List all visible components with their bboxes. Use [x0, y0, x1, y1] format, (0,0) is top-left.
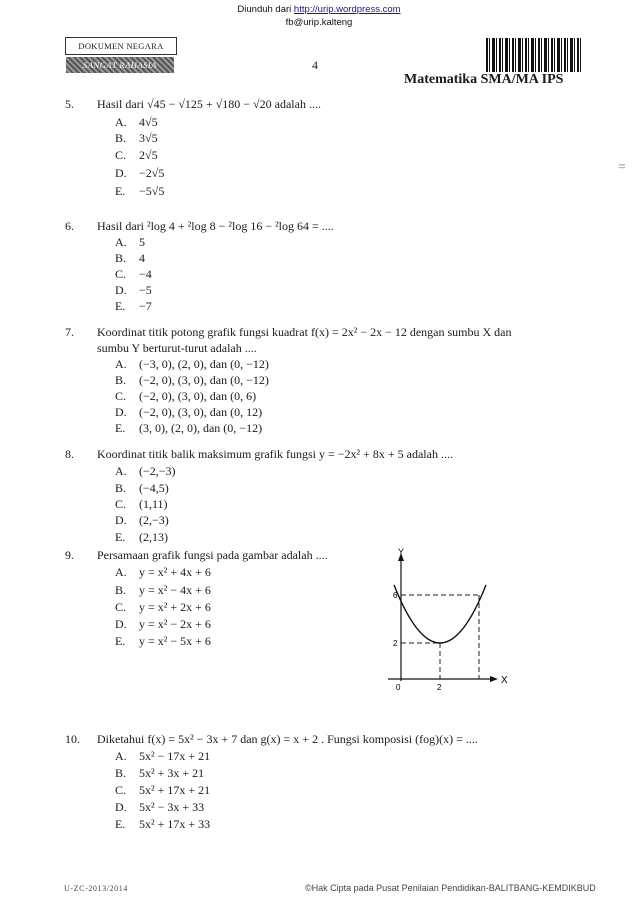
option-b: B. 5x² + 3x + 21 [115, 766, 205, 780]
option-b: B. (−2, 0), (3, 0), dan (0, −12) [115, 373, 269, 387]
option-b: B. 3√5 [115, 131, 158, 145]
x-axis-label: X [501, 675, 508, 686]
option-d: D. −2√5 [115, 166, 165, 180]
barcode [486, 38, 582, 72]
option-b: B. 4 [115, 251, 145, 265]
document-label: DOKUMEN NEGARA [65, 37, 177, 55]
option-c: C. −4 [115, 267, 152, 281]
question-text-line1: Koordinat titik potong grafik fungsi kuadrat f(x) = 2x² − 2x − 12 dengan sumbu X dan [97, 325, 512, 339]
question-text: Persamaan grafik fungsi pada gambar adalah .... [97, 548, 328, 562]
option-e: E. −5√5 [115, 184, 165, 198]
option-a: A. y = x² + 4x + 6 [115, 565, 211, 579]
x-axis-arrow [490, 676, 498, 682]
footer-copyright: ©Hak Cipta pada Pusat Penilaian Pendidikan-BALITBANG-KEMDIKBUD [305, 883, 596, 893]
option-a: A. (−2,−3) [115, 464, 176, 478]
option-b: B. y = x² − 4x + 6 [115, 583, 211, 597]
question-number: 8. [65, 447, 74, 461]
vertex-x-label: 2 [437, 683, 442, 692]
option-d: D. (2,−3) [115, 513, 169, 527]
min-y-label: 2 [393, 639, 398, 648]
subject-title: Matematika SMA/MA IPS [404, 72, 564, 87]
option-c: C. (1,11) [115, 497, 168, 511]
question-number: 10. [65, 732, 80, 746]
option-a: A. 5 [115, 235, 145, 249]
question-number: 9. [65, 548, 74, 562]
question-text: Hasil dari ²log 4 + ²log 8 − ²log 16 − ²log 64 = .... [97, 219, 334, 233]
question-number: 6. [65, 219, 74, 233]
option-d: D. (−2, 0), (3, 0), dan (0, 12) [115, 405, 263, 419]
question-number: 7. [65, 325, 74, 339]
margin-mark: = [618, 160, 626, 175]
parabola-graph [380, 545, 510, 705]
option-c: C. y = x² + 2x + 6 [115, 600, 211, 614]
option-e: E. 5x² + 17x + 33 [115, 817, 211, 831]
option-c: C. 5x² + 17x + 21 [115, 783, 211, 797]
question-number: 5. [65, 97, 74, 111]
page-number: 4 [312, 58, 318, 72]
option-e: E. −7 [115, 299, 152, 313]
option-b: B. (−4,5) [115, 481, 169, 495]
source-social: fb@urip.kalteng [285, 17, 353, 28]
source-link[interactable]: http://urip.wordpress.com [293, 4, 401, 15]
y-axis-label: Y [398, 547, 405, 557]
origin-label: 0 [396, 683, 401, 692]
option-e: E. (3, 0), (2, 0), dan (0, −12) [115, 421, 263, 435]
source-prefix: Diunduh dari [237, 4, 294, 15]
option-d: D. −5 [115, 283, 152, 297]
option-d: D. y = x² − 2x + 6 [115, 617, 211, 631]
option-c: C. 2√5 [115, 148, 158, 162]
option-c: C. (−2, 0), (3, 0), dan (0, 6) [115, 389, 257, 403]
option-a: A. 5x² − 17x + 21 [115, 749, 211, 763]
option-a: A. (−3, 0), (2, 0), dan (0, −12) [115, 357, 269, 371]
option-a: A. 4√5 [115, 115, 158, 129]
question-text: Hasil dari √45 − √125 + √180 − √20 adalah .... [97, 97, 321, 111]
option-e: E. y = x² − 5x + 6 [115, 634, 211, 648]
secret-label: SANGAT RAHASIA [66, 57, 174, 73]
question-text: Diketahui f(x) = 5x² − 3x + 7 dan g(x) = x + 2 . Fungsi komposisi (fog)(x) = .... [97, 732, 478, 746]
footer-code: U-ZC-2013/2014 [64, 884, 128, 893]
source-line [0, 4, 638, 16]
option-d: D. 5x² − 3x + 33 [115, 800, 205, 814]
option-e: E. (2,13) [115, 530, 168, 544]
question-text: Koordinat titik balik maksimum grafik fungsi y = −2x² + 8x + 5 adalah .... [97, 447, 453, 461]
parabola-curve [394, 585, 486, 643]
question-text-line2: sumbu Y berturut-turut adalah .... [97, 341, 257, 355]
y-intercept-label: 6 [393, 591, 398, 600]
